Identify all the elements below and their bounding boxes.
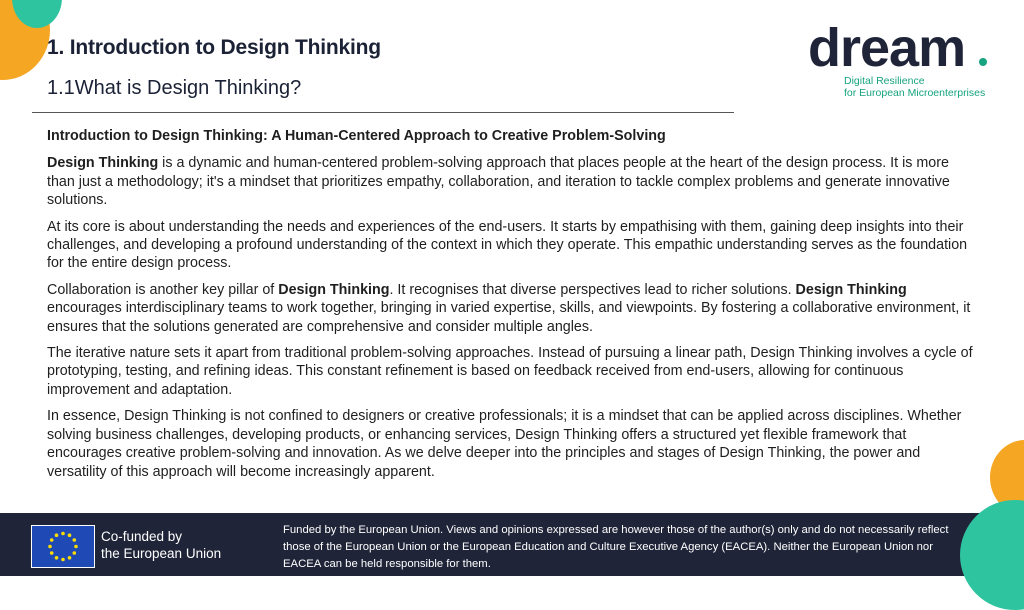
eu-label-line2: the European Union — [101, 546, 222, 561]
eu-stars-icon — [32, 526, 94, 567]
bold-term: Design Thinking — [47, 155, 159, 172]
logo-accent-dot — [979, 58, 987, 66]
paragraph-core: At its core is about understanding the needs and experiences of the end-users. It starts by empathising with them, gaining deep insights into their challenges, and developing a profound understanding of the context in which they operate. This empathic understanding serves as the foundation for the entire design process. — [47, 218, 968, 272]
slide-body — [47, 127, 977, 489]
bold-term: Design Thinking — [278, 281, 390, 298]
paragraph-text: . It recognises that diverse perspectives lead to richer solutions. — [389, 281, 796, 298]
eu-flag-icon — [31, 525, 95, 568]
eu-label-line1: Co-funded by — [101, 529, 183, 544]
paragraph-collaboration — [47, 281, 977, 336]
eu-cofunded-label — [101, 528, 221, 562]
bold-term: Design Thinking — [795, 281, 907, 298]
funding-disclaimer: Funded by the European Union. Views and opinions expressed are however those of the author(s) only and do not necessarily reflect those of the European Union or the European Education and Culture Executive Agency (EACEA). Neither the European Union nor EACEA can be held responsible for them. — [283, 524, 949, 570]
title-divider — [32, 112, 734, 113]
dream-logo — [808, 16, 998, 106]
footer-bar — [0, 513, 1024, 576]
paragraph-design-thinking — [47, 154, 977, 209]
logo-tagline-line2: for European Microenterprises — [844, 87, 986, 99]
dream-wordmark-icon — [808, 16, 998, 76]
paragraph-text: is a dynamic and human-centered problem-solving approach that places people at the heart of the design process. It is more than just a methodology; it's a mindset that prioritizes empathy, collaboration, and iteration to tackle complex problems and generate innovative solutions. — [47, 155, 950, 209]
paragraph-text: encourages interdisciplinary teams to work together, bringing in varied expertise, skills, and viewpoints. By fostering a collaborative environment, it ensures that the solutions generated are comprehensive and consider multiple angles. — [47, 300, 971, 335]
paragraph-essence: In essence, Design Thinking is not confined to designers or creative professionals; it is a mindset that can be applied across disciplines. Whether solving business challenges, developing products, or enhancing services, Design Thinking offers a structured yet flexible framework that encourages creative problem-solving and innovation. As we delve deeper into the principles and stages of Design Thinking, the power and versatility of this approach will become increasingly apparent. — [47, 408, 962, 480]
body-heading: Introduction to Design Thinking: A Human-Centered Approach to Creative Problem-Solving — [47, 128, 666, 144]
slide-title: 1. Introduction to Design Thinking — [47, 36, 381, 59]
logo-tagline — [844, 75, 985, 99]
paragraph-iterative: The iterative nature sets it apart from traditional problem-solving approaches. Instead of pursuing a linear path, Design Thinking involves a cycle of prototyping, testing, and refining ideas. This constant refinement is based on feedback received from end-users, allowing for continuous improvement and adaptation. — [47, 345, 973, 398]
dream-wordmark-text: dream — [808, 18, 966, 76]
paragraph-text: Collaboration is another key pillar of — [47, 281, 279, 298]
slide-subtitle: 1.1What is Design Thinking? — [47, 77, 302, 99]
logo-tagline-line1: Digital Resilience — [844, 75, 925, 87]
